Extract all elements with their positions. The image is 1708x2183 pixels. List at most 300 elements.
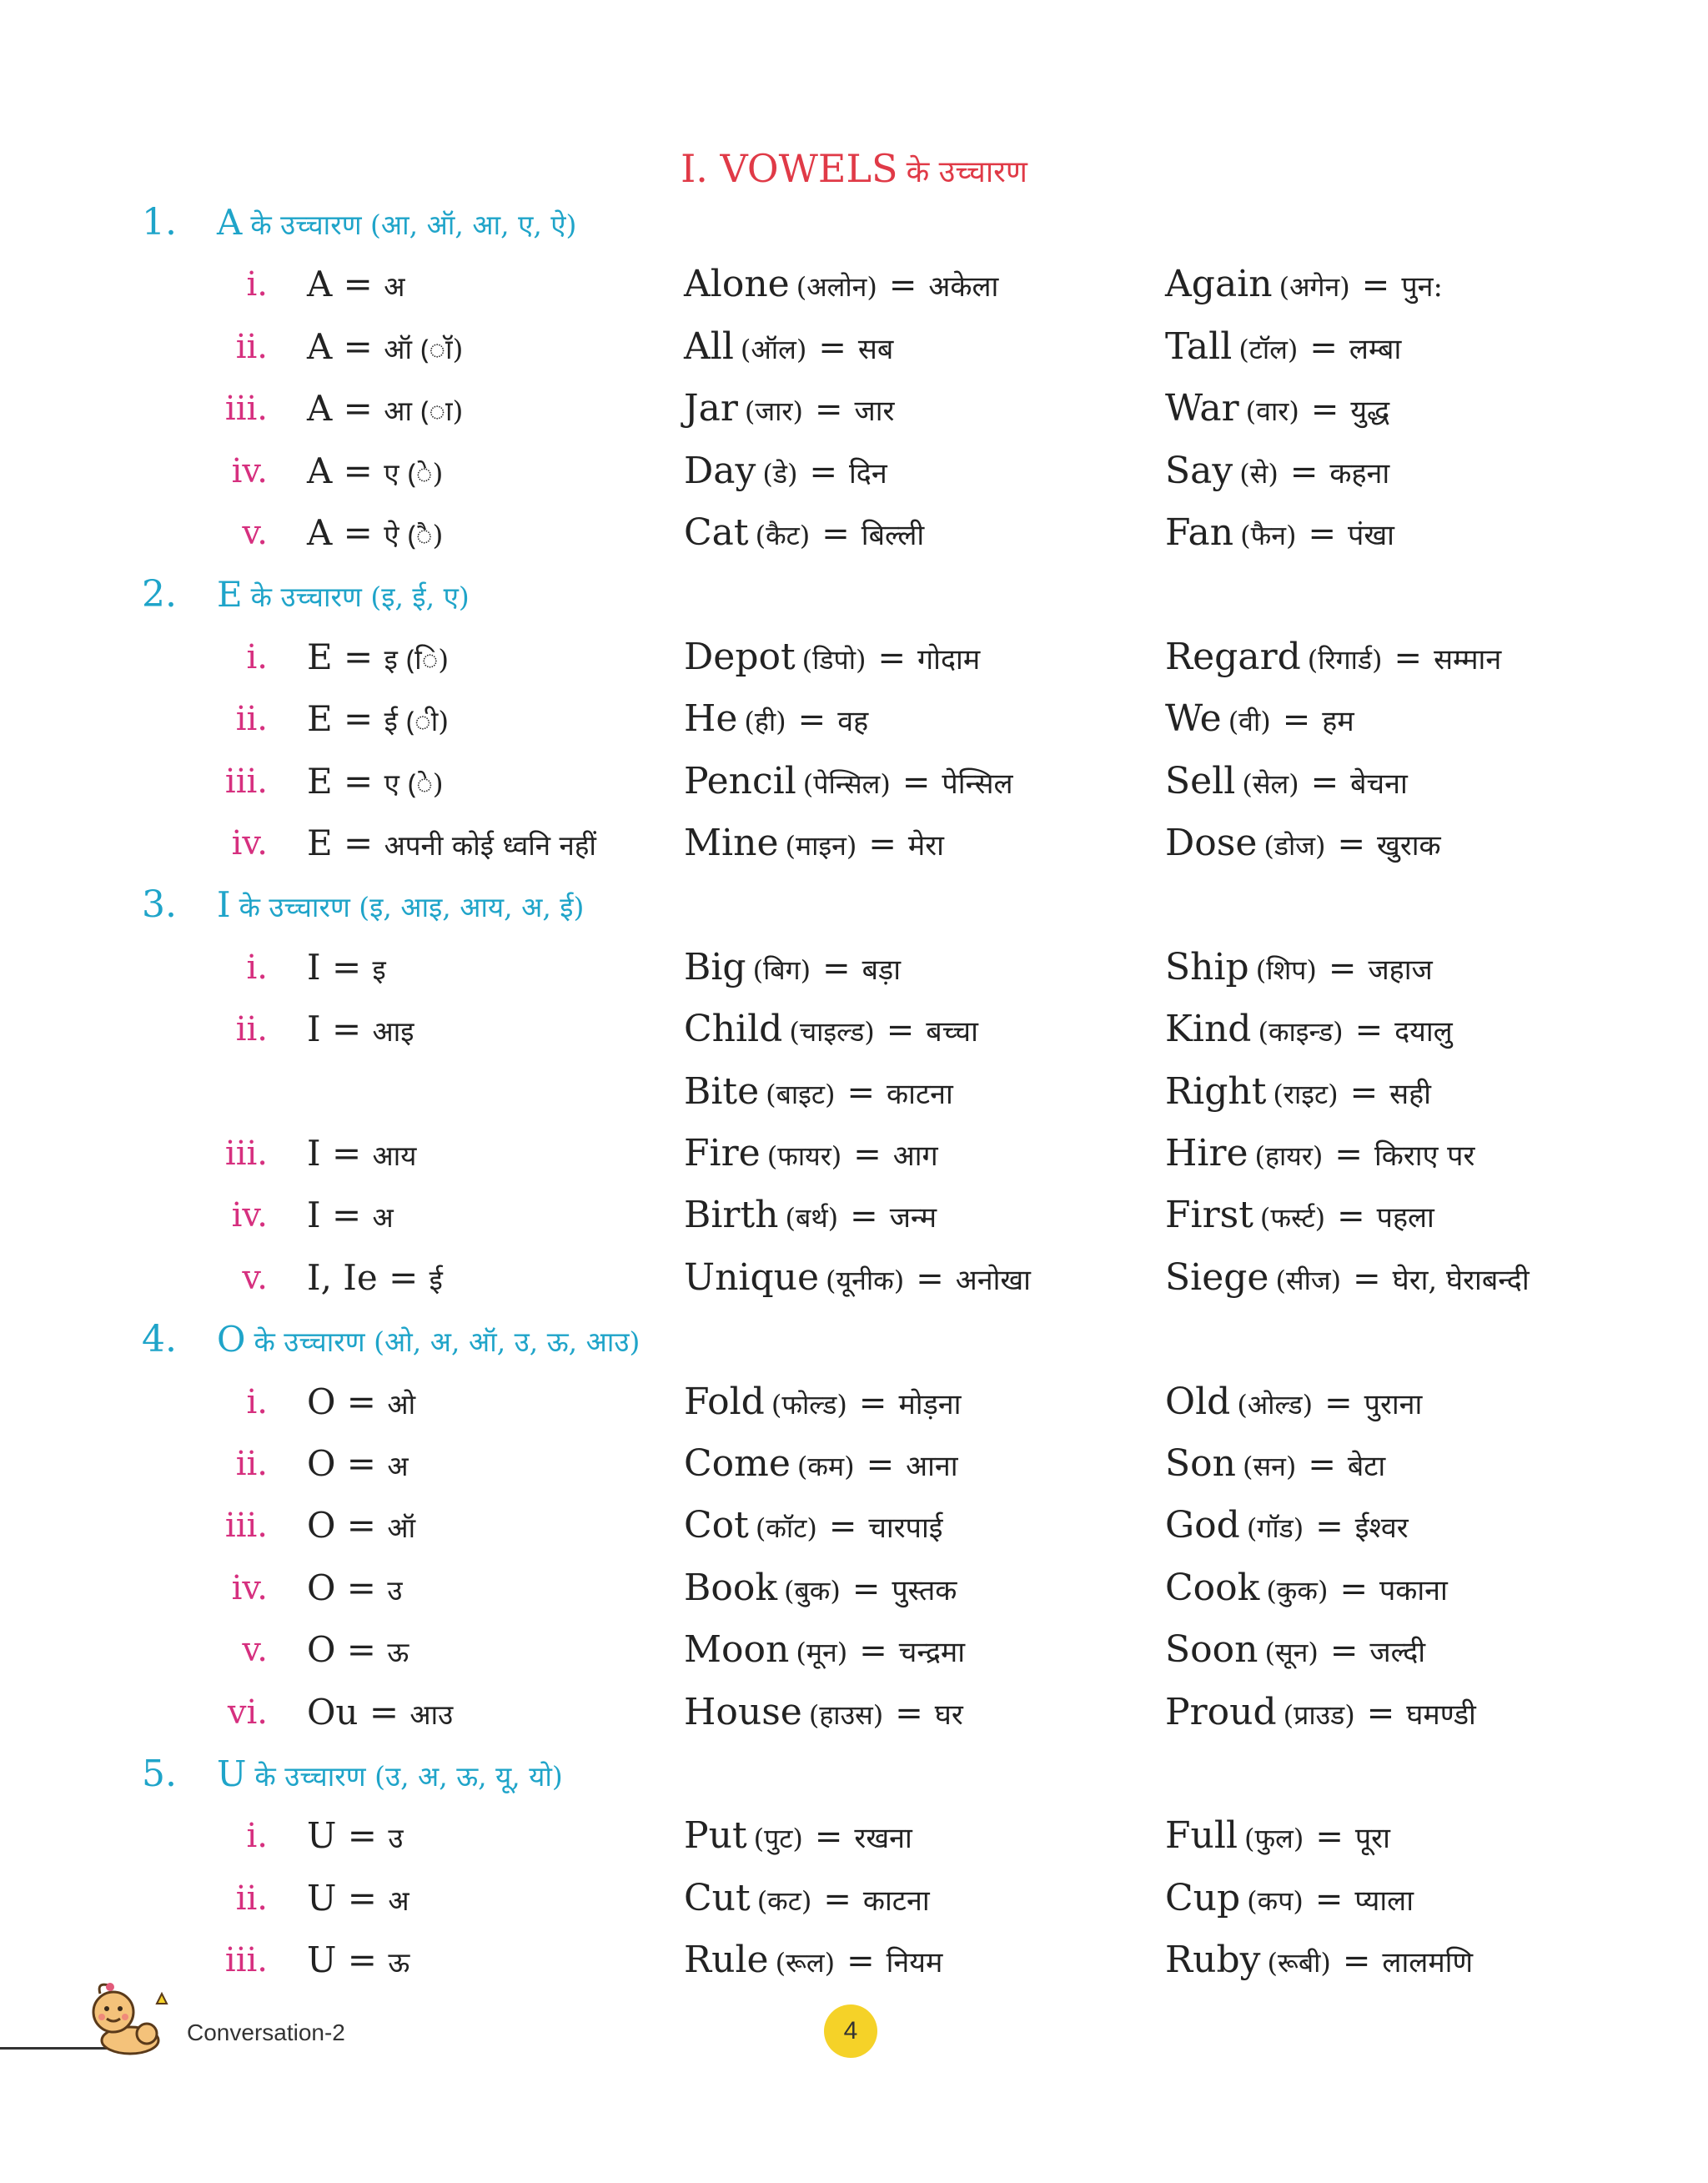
example-meaning: बेटा <box>1347 1450 1386 1483</box>
example-word: Cook <box>1165 1566 1260 1609</box>
example-meaning: खुराक <box>1377 829 1441 863</box>
example-word: Fold <box>684 1380 765 1423</box>
example-meaning: पुन: <box>1401 270 1443 304</box>
example-meaning: रखना <box>854 1822 912 1856</box>
example-pronunciation: (कुक) <box>1266 1574 1329 1607</box>
example-word: Ruby <box>1165 1939 1261 1982</box>
equals-sign: = <box>1315 1818 1344 1857</box>
vowel-row <box>0 688 1708 750</box>
example-pronunciation: (फर्स्ट) <box>1259 1202 1326 1235</box>
example-meaning: पूरा <box>1354 1822 1390 1856</box>
example-meaning: लालमणि <box>1382 1946 1474 1980</box>
example-pronunciation: (राइट) <box>1273 1078 1339 1110</box>
example-1 <box>684 1929 942 1994</box>
row-numeral: ii. <box>235 327 268 366</box>
equals-sign: = <box>818 328 846 367</box>
section-title <box>217 874 584 938</box>
row-numeral: ii. <box>235 1879 268 1918</box>
rule-english: I, Ie = <box>307 1256 419 1298</box>
example-1 <box>684 1557 957 1622</box>
equals-sign: = <box>1310 762 1339 802</box>
example-meaning: अकेला <box>928 270 999 304</box>
equals-sign: = <box>1308 515 1337 553</box>
example-meaning: पेन्सिल <box>942 767 1013 801</box>
example-1 <box>684 1868 930 1932</box>
example-2 <box>1165 502 1394 566</box>
example-pronunciation: (ऑल) <box>740 333 807 365</box>
row-numeral: i. <box>246 1817 268 1856</box>
example-word: House <box>684 1690 802 1733</box>
rule-hindi: ए (े) <box>384 767 444 800</box>
example-1 <box>684 440 887 505</box>
example-pronunciation: (काइन्ड) <box>1258 1016 1344 1049</box>
example-meaning: बेचना <box>1350 767 1408 801</box>
equals-sign: = <box>868 825 897 863</box>
example-1 <box>684 1061 953 1125</box>
rule-hindi: अ <box>384 270 405 304</box>
example-meaning: चारपाई <box>868 1512 943 1546</box>
equals-sign: = <box>1309 328 1338 367</box>
pronunciation-rule <box>307 1123 416 1187</box>
example-pronunciation: (यूनीक) <box>826 1264 905 1296</box>
vowel-row <box>0 1495 1708 1557</box>
example-word: Birth <box>684 1194 779 1237</box>
pronunciation-rule <box>307 1619 409 1683</box>
section-letter: U <box>217 1753 247 1794</box>
example-word: Bite <box>684 1069 760 1113</box>
vowel-row <box>0 1185 1708 1246</box>
example-word: Say <box>1165 449 1233 492</box>
equals-sign: = <box>814 1818 843 1857</box>
example-pronunciation: (बिग) <box>752 953 811 986</box>
equals-sign: = <box>1289 452 1319 491</box>
section-title-hindi: के उच्चारण (इ, आइ, आय, अ, ई) <box>239 891 585 924</box>
example-word: Child <box>684 1008 783 1051</box>
example-meaning: घर <box>934 1698 963 1732</box>
equals-sign: = <box>1324 1383 1353 1422</box>
pronunciation-rule <box>307 1557 402 1622</box>
example-meaning: आग <box>892 1139 938 1173</box>
row-numeral: v. <box>242 1631 268 1670</box>
example-word: Jar <box>684 387 738 430</box>
example-2 <box>1165 1495 1409 1559</box>
example-word: All <box>684 324 734 368</box>
example-meaning: दिन <box>848 456 887 490</box>
example-meaning: गोदाम <box>917 642 981 677</box>
example-pronunciation: (ही) <box>744 706 786 738</box>
example-pronunciation: (अगेन) <box>1278 271 1350 304</box>
section-letter: A <box>217 202 243 243</box>
example-meaning: किराए पर <box>1374 1139 1475 1173</box>
row-numeral: iii. <box>224 1941 268 1980</box>
example-2 <box>1165 1433 1385 1497</box>
row-numeral: ii. <box>235 1445 268 1483</box>
vowel-row <box>0 812 1708 874</box>
rule-hindi: ऑ <box>387 1512 416 1545</box>
pronunciation-rule <box>307 1185 394 1249</box>
vowel-row <box>0 1805 1708 1867</box>
row-numeral: iv. <box>231 1568 268 1607</box>
rule-english: Ou = <box>307 1691 399 1733</box>
section-letter: O <box>217 1319 246 1361</box>
equals-sign: = <box>1337 1197 1365 1236</box>
equals-sign: = <box>1342 1942 1371 1981</box>
example-meaning: पहला <box>1376 1201 1434 1235</box>
vowel-row <box>0 378 1708 440</box>
example-pronunciation: (कम) <box>796 1451 855 1482</box>
pronunciation-rule <box>307 688 449 752</box>
pronunciation-rule <box>307 812 596 877</box>
example-1 <box>684 1805 912 1869</box>
rule-english: U = <box>307 1815 377 1857</box>
example-pronunciation: (माइन) <box>785 830 857 862</box>
section-number: 5. <box>142 1753 177 1795</box>
example-1 <box>684 1433 958 1497</box>
example-2 <box>1165 1185 1434 1249</box>
vowel-row <box>0 1619 1708 1681</box>
section-number: 1. <box>142 201 177 244</box>
row-numeral: i. <box>246 948 268 987</box>
example-word: Day <box>684 449 756 492</box>
example-pronunciation: (ओल्ड) <box>1237 1388 1314 1421</box>
example-word: Siege <box>1165 1255 1269 1299</box>
equals-sign: = <box>916 1259 944 1298</box>
example-2 <box>1165 1868 1414 1932</box>
example-word: Pencil <box>684 759 796 802</box>
equals-sign: = <box>853 1135 882 1174</box>
section-number: 2. <box>142 573 177 616</box>
pronunciation-rule <box>307 937 386 1001</box>
section-letter: I <box>217 884 231 926</box>
example-1 <box>684 1371 961 1436</box>
pronunciation-rule <box>307 1868 409 1932</box>
example-1 <box>684 688 868 752</box>
rule-hindi: अ <box>372 1201 394 1235</box>
example-word: We <box>1165 697 1222 741</box>
example-word: Tall <box>1165 324 1233 368</box>
example-2 <box>1165 440 1389 505</box>
vowel-row <box>0 1433 1708 1495</box>
rule-hindi: ए (े) <box>384 456 444 490</box>
example-word: Fire <box>684 1132 761 1174</box>
example-pronunciation: (सीज) <box>1275 1264 1342 1296</box>
example-pronunciation: (कॉट) <box>755 1512 817 1545</box>
example-word: First <box>1165 1194 1253 1237</box>
example-meaning: पुराना <box>1364 1387 1423 1421</box>
example-1 <box>684 937 901 1001</box>
rule-english: U = <box>307 1939 377 1981</box>
example-pronunciation: (कट) <box>756 1884 812 1917</box>
example-word: Proud <box>1165 1690 1277 1733</box>
rule-hindi: अ <box>388 1884 409 1917</box>
equals-sign: = <box>846 1073 876 1112</box>
pronunciation-rule <box>307 1495 415 1559</box>
example-word: Cut <box>684 1876 751 1919</box>
rule-hindi: ऊ <box>387 1636 409 1669</box>
equals-sign: = <box>1366 1693 1395 1733</box>
title-hindi: के उच्चारण <box>906 155 1027 189</box>
example-word: Mine <box>684 822 779 864</box>
example-word: Unique <box>684 1255 820 1299</box>
equals-sign: = <box>822 948 851 988</box>
example-word: Rule <box>684 1939 769 1982</box>
equals-sign: = <box>850 1197 878 1236</box>
equals-sign: = <box>1349 1073 1379 1112</box>
example-pronunciation: (डिपो) <box>801 643 867 676</box>
pronunciation-rule <box>307 502 443 566</box>
section-title <box>217 564 470 628</box>
example-pronunciation: (बाइट) <box>766 1078 836 1110</box>
vowel-row <box>0 1123 1708 1185</box>
example-2 <box>1165 688 1354 752</box>
equals-sign: = <box>1329 1632 1359 1671</box>
baby-mascot-icon <box>83 1979 175 2059</box>
example-1 <box>684 1185 937 1249</box>
example-2 <box>1165 1123 1474 1187</box>
section-heading <box>0 564 1708 626</box>
rule-hindi: उ <box>387 1573 403 1607</box>
vowel-row <box>0 502 1708 564</box>
equals-sign: = <box>1337 825 1366 863</box>
example-meaning: प्याला <box>1354 1884 1414 1918</box>
section-title <box>217 1743 563 1808</box>
rule-english: A = <box>307 325 373 367</box>
equals-sign: = <box>1308 1446 1336 1484</box>
example-2 <box>1165 1061 1431 1125</box>
example-pronunciation: (सन) <box>1242 1451 1297 1482</box>
rule-hindi: इ <box>372 953 386 986</box>
example-2 <box>1165 1929 1473 1994</box>
example-word: Alone <box>684 263 790 306</box>
example-pronunciation: (सेल) <box>1242 767 1299 800</box>
rule-hindi: ऊ <box>388 1946 410 1979</box>
equals-sign: = <box>1282 701 1311 740</box>
pronunciation-rule <box>307 998 414 1063</box>
pronunciation-rule <box>307 378 463 442</box>
example-2 <box>1165 1682 1476 1746</box>
vowel-row <box>0 316 1708 378</box>
example-meaning: बिल्ली <box>861 519 925 552</box>
example-word: Old <box>1165 1380 1231 1423</box>
rule-english: A = <box>307 264 373 305</box>
equals-sign: = <box>797 701 826 740</box>
vowel-row <box>0 751 1708 812</box>
title-english: I. VOWELS <box>681 146 898 191</box>
example-pronunciation: (कप) <box>1247 1884 1304 1917</box>
example-1 <box>684 316 893 380</box>
pronunciation-rule <box>307 1371 415 1436</box>
example-word: Book <box>684 1566 777 1609</box>
example-2 <box>1165 1247 1530 1311</box>
row-numeral: iv. <box>231 1196 268 1235</box>
example-2 <box>1165 378 1389 442</box>
pronunciation-rule <box>307 316 463 380</box>
row-numeral: iii. <box>224 1134 268 1173</box>
example-1 <box>684 254 998 318</box>
equals-sign: = <box>1354 1011 1384 1050</box>
example-pronunciation: (फायर) <box>766 1140 842 1172</box>
rule-english: I = <box>307 1133 362 1174</box>
rule-hindi: ई (ी) <box>384 705 450 738</box>
section-title-hindi: के उच्चारण (इ, ई, ए) <box>250 581 470 614</box>
example-meaning: पकाना <box>1379 1573 1448 1607</box>
example-2 <box>1165 1619 1425 1683</box>
example-pronunciation: (जार) <box>744 395 803 428</box>
rule-english: E = <box>307 822 374 863</box>
example-1 <box>684 502 924 566</box>
row-numeral: iv. <box>231 451 268 490</box>
rule-hindi: अपनी कोई ध्वनि नहीं <box>384 829 596 862</box>
rule-english: A = <box>307 450 373 491</box>
example-1 <box>684 998 978 1063</box>
equals-sign: = <box>888 266 917 305</box>
equals-sign: = <box>1328 948 1357 988</box>
example-meaning: पंखा <box>1348 519 1394 552</box>
example-word: Big <box>684 945 746 988</box>
example-pronunciation: (चाइल्ड) <box>789 1016 875 1049</box>
vowel-row <box>0 1557 1708 1619</box>
row-numeral: v. <box>242 514 268 552</box>
section-heading <box>0 1743 1708 1805</box>
section-title-hindi: के उच्चारण (ओ, अ, ऑ, उ, ऊ, आउ) <box>254 1325 640 1359</box>
equals-sign: = <box>851 1569 881 1608</box>
rule-hindi: उ <box>388 1822 404 1855</box>
example-pronunciation: (हायर) <box>1254 1140 1324 1172</box>
example-word: Moon <box>684 1628 790 1672</box>
example-pronunciation: (कैट) <box>755 520 811 551</box>
example-2 <box>1165 316 1401 380</box>
section-heading <box>0 874 1708 936</box>
example-pronunciation: (फुल) <box>1244 1823 1304 1855</box>
vowel-row <box>0 937 1708 998</box>
rule-english: A = <box>307 388 373 430</box>
example-word: Sell <box>1165 759 1236 802</box>
example-meaning: ईश्वर <box>1354 1512 1409 1546</box>
pronunciation-rule <box>307 1805 403 1869</box>
section-title <box>217 1309 640 1373</box>
rule-hindi: आइ <box>372 1015 414 1049</box>
equals-sign: = <box>895 1693 923 1733</box>
row-numeral: vi. <box>227 1693 268 1732</box>
example-pronunciation: (डोज) <box>1263 830 1326 862</box>
pronunciation-rule <box>307 626 449 691</box>
equals-sign: = <box>866 1446 895 1484</box>
example-1 <box>684 751 1013 815</box>
equals-sign: = <box>1353 1259 1381 1298</box>
rule-hindi: अ <box>387 1450 409 1482</box>
example-2 <box>1165 812 1441 877</box>
rule-english: E = <box>307 760 374 802</box>
example-2 <box>1165 1557 1448 1622</box>
example-word: Dose <box>1165 822 1258 864</box>
example-meaning: दयालु <box>1394 1015 1453 1049</box>
example-word: Cot <box>684 1504 749 1547</box>
pronunciation-rule <box>307 1433 409 1497</box>
example-pronunciation: (शिप) <box>1255 953 1317 986</box>
example-meaning: सब <box>857 332 894 366</box>
example-2 <box>1165 1805 1390 1869</box>
example-meaning: जार <box>854 395 895 429</box>
example-pronunciation: (डे) <box>762 457 798 490</box>
equals-sign: = <box>828 1507 857 1547</box>
row-numeral: v. <box>242 1258 268 1297</box>
section-title <box>217 192 576 256</box>
row-numeral: iv. <box>231 824 268 863</box>
example-2 <box>1165 254 1443 318</box>
example-pronunciation: (मून) <box>796 1637 848 1669</box>
example-word: He <box>684 697 738 741</box>
example-pronunciation: (रूल) <box>775 1947 836 1979</box>
equals-sign: = <box>1315 1507 1344 1547</box>
rule-english: I = <box>307 1009 362 1050</box>
example-word: Full <box>1165 1814 1238 1858</box>
example-meaning: बच्चा <box>926 1015 978 1049</box>
equals-sign: = <box>1361 266 1390 305</box>
section-letter: E <box>217 574 243 616</box>
example-word: Regard <box>1165 635 1301 678</box>
example-word: Depot <box>684 635 796 678</box>
pronunciation-rule <box>307 1929 409 1994</box>
rule-hindi: ई <box>429 1263 443 1296</box>
example-1 <box>684 378 894 442</box>
example-1 <box>684 812 944 877</box>
page-title <box>0 143 1708 198</box>
example-1 <box>684 1495 942 1559</box>
example-2 <box>1165 937 1433 1001</box>
vowel-row <box>0 998 1708 1060</box>
example-meaning: सम्मान <box>1434 642 1502 677</box>
example-meaning: मेरा <box>907 829 944 863</box>
page-number-badge: 4 <box>824 2004 877 2058</box>
example-pronunciation: (प्राउड) <box>1283 1698 1355 1731</box>
example-word: Soon <box>1165 1628 1258 1672</box>
example-meaning: घेरा, घेराबन्दी <box>1392 1263 1530 1297</box>
equals-sign: = <box>858 1383 887 1422</box>
example-meaning: पुस्तक <box>892 1573 957 1607</box>
rule-english: U = <box>307 1877 377 1919</box>
example-word: God <box>1165 1504 1240 1547</box>
example-2 <box>1165 751 1408 815</box>
rule-english: O = <box>307 1629 376 1671</box>
example-word: Cat <box>684 511 749 554</box>
row-numeral: iii. <box>224 1506 268 1546</box>
example-pronunciation: (फोल्ड) <box>771 1388 847 1421</box>
example-pronunciation: (वी) <box>1228 706 1271 738</box>
example-word: Put <box>684 1814 747 1858</box>
equals-sign: = <box>846 1942 875 1981</box>
equals-sign: = <box>886 1011 915 1050</box>
rule-hindi: इ (ि) <box>384 642 450 676</box>
example-meaning: लम्बा <box>1349 332 1402 366</box>
example-meaning: काटना <box>862 1884 930 1918</box>
equals-sign: = <box>823 1879 851 1919</box>
rule-english: O = <box>307 1443 376 1484</box>
example-pronunciation: (हाउस) <box>808 1698 884 1731</box>
rule-english: I = <box>307 1195 362 1236</box>
equals-sign: = <box>1314 1879 1344 1919</box>
rule-hindi: ऐ (ै) <box>384 519 444 551</box>
equals-sign: = <box>902 762 931 802</box>
vowel-row <box>0 1682 1708 1743</box>
example-meaning: जन्म <box>889 1201 937 1235</box>
example-1 <box>684 1619 965 1683</box>
rule-hindi: ओ <box>387 1387 416 1421</box>
example-2 <box>1165 1371 1422 1436</box>
example-meaning: मोड़ना <box>898 1387 962 1421</box>
example-meaning: आना <box>906 1450 958 1483</box>
rule-hindi: आय <box>372 1139 417 1172</box>
example-word: Ship <box>1165 945 1249 988</box>
